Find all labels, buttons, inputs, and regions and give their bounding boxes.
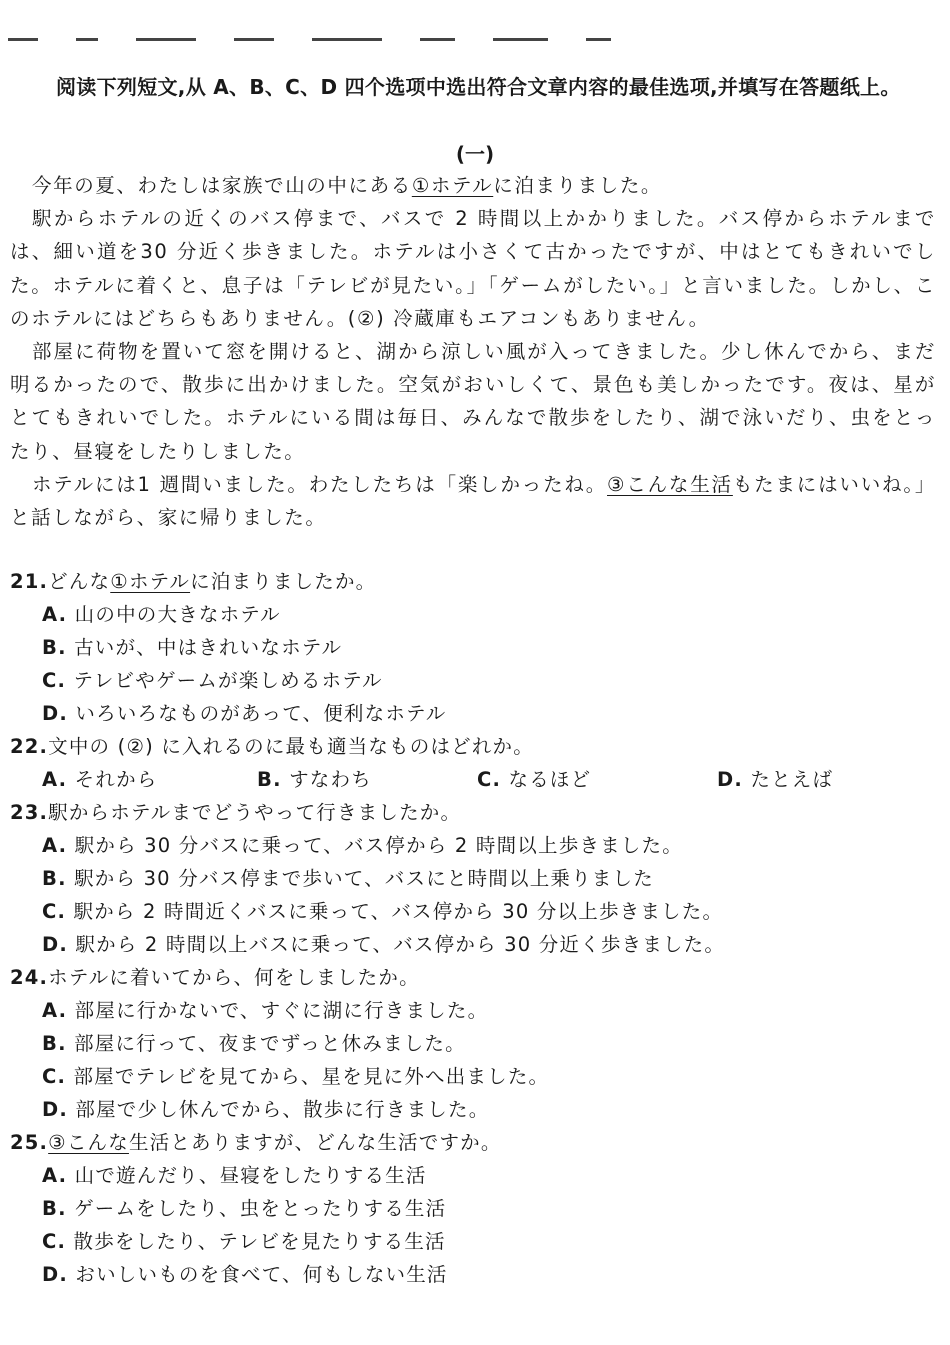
underlined-life-mark: ③こんな生活 [607,472,733,496]
option-letter: B. [42,1197,67,1220]
question-stem [10,796,936,829]
option-text: 駅から 30 分バス停まで歩いて、バスにと時間以上乗りました [74,867,654,890]
option-d[interactable] [42,1093,936,1126]
option-a[interactable] [42,763,257,796]
stem-text: に泊まりましたか。 [190,570,377,593]
stem-text: 生活とありますが、どんな生活ですか。 [128,1131,502,1154]
option-d[interactable] [717,763,932,796]
option-letter: A. [42,834,68,857]
option-b[interactable] [42,1192,936,1225]
option-text: おいしいものを食べて、何もしない生活 [75,1263,448,1286]
option-text: たとえば [750,768,834,791]
option-text: 駅から 2 時間近くバスに乗って、バス停から 30 分以上歩きました。 [73,900,724,923]
option-letter: D. [42,933,68,956]
option-letter: C. [42,1065,67,1088]
question-stem [10,1126,936,1159]
question-22 [10,730,936,796]
question-23 [10,796,936,961]
passage-paragraph-3: 部屋に荷物を置いて窓を開けると、湖から涼しい風が入ってきました。少し休んでから、まだ明るかったので、散歩に出かけました。空気がおいしくて、景色も美しかったです。夜は、星がとてもきれいでした。ホテルにいる間は毎日、みんなで散歩をしたり、湖で泳いだり、虫をとったり、昼寝をしたりしました。 [10,340,936,463]
option-letter: D. [42,1098,68,1121]
stem-text: ホテルに着いてから、何をしましたか。 [48,966,420,989]
option-d[interactable] [42,1258,936,1291]
option-text: 駅から 30 分バスに乗って、バス停から 2 時間以上歩きました。 [74,834,683,857]
option-c[interactable] [42,664,936,697]
question-number: 22. [10,735,49,758]
stem-text: 駅からホテルまでどうやって行きましたか。 [48,801,462,824]
question-25 [10,1126,936,1291]
option-row [42,763,936,796]
instruction-text: 阅读下列短文,从 A、B、C、D 四个选项中选出符合文章内容的最佳选项,并填写在答题纸上。 [56,75,901,99]
underlined-konna-mark: ③こんな [48,1131,129,1154]
section-title: (一) [455,142,495,166]
option-letter: A. [42,603,68,626]
option-d[interactable] [42,697,936,730]
paragraph-text: もたまにはいいね。」と話しながら、家に帰りました。 [10,472,936,530]
option-text: テレビやゲームが楽しめるホテル [73,669,383,692]
option-text: それから [74,768,158,791]
option-letter: A. [42,768,68,791]
paragraph-text: ホテルには1 週間いました。わたしたちは「楽しかったね。 [32,472,608,496]
option-letter: B. [42,1032,67,1055]
option-letter: B. [42,867,67,890]
option-b[interactable] [42,631,936,664]
option-text: なるほど [508,768,592,791]
option-c[interactable] [42,895,936,928]
option-letter: B. [257,768,282,791]
option-text: 山で遊んだり、昼寝をしたりする生活 [74,1164,427,1187]
question-stem [10,961,936,994]
underlined-hotel-mark: ①ホテル [110,570,191,593]
passage-paragraph-4 [10,468,936,534]
question-stem [10,730,936,763]
option-b[interactable] [257,763,472,796]
option-c[interactable] [42,1060,936,1093]
question-number: 21. [10,570,49,593]
question-number: 24. [10,966,49,989]
passage-paragraph-2: 駅からホテルの近くのバス停まで、バスで 2 時間以上かかりました。バス停からホテルまでは、細い道を30 分近く歩きました。ホテルは小さくて古かったですが、中はとてもきれいでした。ホテルに着くと、息子は「テレビが見たい。」「ゲームがしたい。」と言いました。しかし、このホテルにはどちらもありません。(②) 冷蔵庫もエアコンもありません。 [10,207,936,330]
question-21 [10,565,936,730]
question-number: 23. [10,801,49,824]
option-text: すなわち [289,768,372,791]
question-list [10,565,936,1291]
option-text: 部屋に行かないで、すぐに湖に行きました。 [74,999,489,1022]
option-b[interactable] [42,1027,936,1060]
option-letter: D. [42,1263,68,1286]
option-text: いろいろなものがあって、便利なホテル [75,702,447,725]
stem-text: 文中の (②) に入れるのに最も適当なものはどれか。 [48,735,534,758]
option-letter: D. [42,702,68,725]
option-letter: D. [717,768,743,791]
option-letter: C. [42,669,67,692]
option-letter: A. [42,999,68,1022]
question-24 [10,961,936,1126]
option-text: 山の中の大きなホテル [74,603,281,626]
question-number: 25. [10,1131,49,1154]
option-text: 部屋に行って、夜までずっと休みました。 [74,1032,466,1055]
option-letter: C. [42,900,67,923]
option-a[interactable] [42,829,936,862]
option-c[interactable] [477,763,697,796]
passage-paragraph-1 [10,169,936,202]
stem-text: どんな [48,570,111,593]
option-a[interactable] [42,598,936,631]
option-d[interactable] [42,928,936,961]
option-text: 古いが、中はきれいなホテル [74,636,343,659]
option-letter: C. [42,1230,67,1253]
option-letter: C. [477,768,502,791]
option-a[interactable] [42,1159,936,1192]
paragraph-text: 今年の夏、わたしは家族で山の中にある [32,174,412,197]
option-b[interactable] [42,862,936,895]
underlined-hotel-mark: ①ホテル [411,174,494,197]
option-text: ゲームをしたり、虫をとったりする生活 [74,1197,447,1220]
reading-passage [10,169,936,534]
option-letter: B. [42,636,67,659]
option-a[interactable] [42,994,936,1027]
option-text: 散歩をしたり、テレビを見たりする生活 [73,1230,446,1253]
cropped-previous-line [8,38,768,46]
paragraph-text: に泊まりました。 [493,174,663,197]
option-text: 部屋でテレビを見てから、星を見に外へ出ました。 [73,1065,550,1088]
option-c[interactable] [42,1225,936,1258]
question-stem [10,565,936,598]
option-letter: A. [42,1164,68,1187]
option-text: 駅から 2 時間以上バスに乗って、バス停から 30 分近く歩きました。 [75,933,726,956]
option-text: 部屋で少し休んでから、散歩に行きました。 [75,1098,490,1121]
